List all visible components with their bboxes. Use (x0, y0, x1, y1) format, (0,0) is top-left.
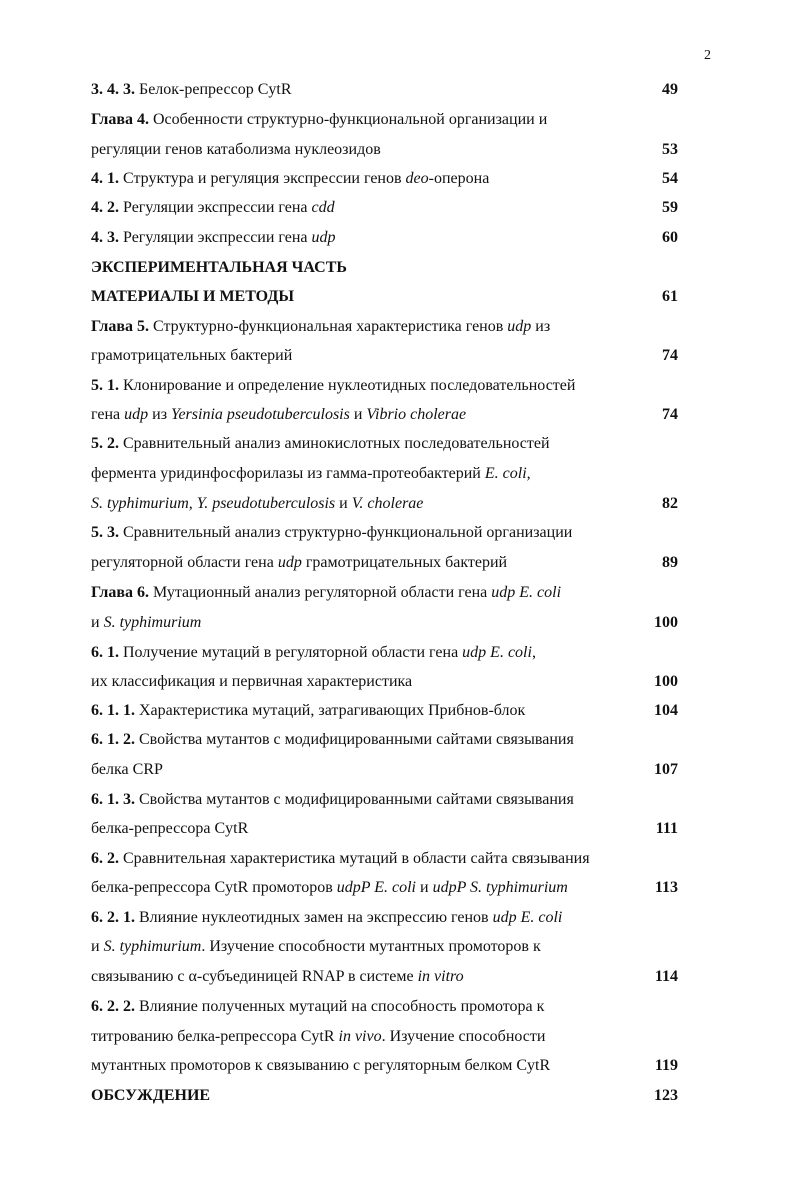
title-text: Сравнительный анализ аминокислотных последовательностей (119, 435, 550, 452)
toc-page-number: 100 (654, 614, 678, 631)
section-number: 5. 1. (91, 377, 119, 394)
toc-page-number: 54 (662, 170, 678, 187)
section-number: 4. 2. (91, 199, 119, 216)
toc-entry-title (91, 906, 562, 930)
toc-entry-title (91, 1054, 550, 1078)
toc-entry (91, 641, 678, 665)
toc-page-number: 107 (654, 761, 678, 778)
toc-entry-title (91, 138, 381, 162)
title-text: и (91, 938, 104, 955)
toc-entry-title (91, 817, 248, 841)
section-number: Глава 6. (91, 584, 149, 601)
title-text: Влияние нуклеотидных замен на экспрессию генов (135, 909, 493, 926)
section-number: МАТЕРИАЛЫ И МЕТОДЫ (91, 288, 295, 305)
title-text: фермента уридинфосфорилазы из гамма-протеобактерий (91, 465, 485, 482)
italic-term: udpP S. typhimurium (432, 879, 568, 896)
toc-page-number: 61 (662, 288, 678, 305)
section-number: ОБСУЖДЕНИЕ (91, 1087, 211, 1104)
title-text: Сравнительный анализ структурно-функциональной организации (119, 524, 573, 541)
toc-entry (91, 906, 678, 930)
toc-entry-title (91, 78, 292, 102)
italic-term: udp E. coli (491, 584, 562, 601)
section-number: 6. 1. 3. (91, 791, 135, 808)
toc-entry (91, 256, 678, 280)
toc-entry-title (91, 315, 550, 339)
section-number: 6. 2. 2. (91, 998, 135, 1015)
title-text: и (416, 879, 433, 896)
toc-entry (91, 462, 678, 486)
italic-term: udp (311, 229, 336, 246)
toc-entry (91, 138, 678, 162)
toc-entry (91, 699, 678, 723)
toc-entry (91, 285, 678, 309)
toc-entry-title (91, 758, 163, 782)
title-text: Влияние полученных мутаций на способность промотора к (135, 998, 545, 1015)
toc-entry (91, 788, 678, 812)
title-text: Белок-репрессор CytR (135, 81, 292, 98)
toc-entry (91, 965, 678, 989)
title-text: Получение мутаций в регуляторной области гена (119, 644, 463, 661)
section-number: 5. 3. (91, 524, 119, 541)
page-number: 2 (704, 48, 711, 63)
section-number: 4. 3. (91, 229, 119, 246)
italic-term: udp (507, 318, 532, 335)
title-text: Регуляции экспрессии гена (119, 229, 312, 246)
title-text: белка CRP (91, 761, 163, 778)
section-number: 6. 2. 1. (91, 909, 135, 926)
section-number: 6. 1. 2. (91, 731, 135, 748)
title-text: Клонирование и определение нуклеотидных последовательностей (119, 377, 576, 394)
toc-page-number: 49 (662, 81, 678, 98)
toc-page-number: 113 (654, 879, 678, 896)
title-text: мутантных промоторов к связыванию с регуляторным белком CytR (91, 1057, 551, 1074)
toc-entry-title (91, 108, 547, 132)
toc-page-number: 119 (654, 1057, 678, 1074)
italic-term: V. cholerae (351, 495, 424, 512)
toc-entry (91, 670, 678, 694)
toc-entry (91, 432, 678, 456)
italic-term: S. typhimurium, Y. pseudotuberculosis (91, 495, 336, 512)
toc-page-number: 59 (662, 199, 678, 216)
toc-page-number: 74 (662, 347, 678, 364)
toc-entry-title (91, 551, 507, 575)
toc-entry (91, 226, 678, 250)
toc-entry-title (91, 492, 423, 516)
title-text: Свойства мутантов с модифицированными сайтами связывания (135, 791, 574, 808)
toc-entry (91, 1025, 678, 1049)
title-text: Свойства мутантов с модифицированными сайтами связывания (135, 731, 574, 748)
toc-page-number: 104 (654, 702, 678, 719)
toc-entry-title (91, 876, 568, 900)
section-number: 6. 1. 1. (91, 702, 135, 719)
title-text: . Изучение способности мутантных промоторов к (201, 938, 541, 955)
italic-term: cdd (311, 199, 335, 216)
toc-entry-title (91, 1084, 210, 1108)
toc-entry (91, 521, 678, 545)
toc-page-number: 82 (662, 495, 678, 512)
title-text: и (349, 406, 367, 423)
toc-entry-title (91, 611, 201, 635)
toc-page-number: 60 (662, 229, 678, 246)
toc-entry (91, 403, 678, 427)
italic-term: S. typhimurium (103, 614, 202, 631)
toc-entry (91, 728, 678, 752)
italic-term: in vitro (417, 968, 464, 985)
italic-term: udpP E. coli (336, 879, 416, 896)
title-text: из (148, 406, 172, 423)
toc-entry (91, 581, 678, 605)
title-text: Структурно-функциональная характеристика генов (149, 318, 508, 335)
title-text: белка-репрессора CytR (91, 820, 249, 837)
toc-entry (91, 876, 678, 900)
toc-entry-title (91, 196, 335, 220)
toc-entry (91, 995, 678, 1019)
title-text: их классификация и первичная характеристика (91, 673, 413, 690)
italic-term: E. coli, (484, 465, 531, 482)
italic-term: udp (277, 554, 302, 571)
toc-page-number: 111 (655, 820, 678, 837)
title-text: Сравнительная характеристика мутаций в области сайта связывания (119, 850, 590, 867)
toc-entry-title (91, 581, 561, 605)
italic-term: Yersinia pseudotuberculosis (171, 406, 350, 423)
title-text: Характеристика мутаций, затрагивающих Прибнов-блок (135, 702, 526, 719)
toc-entry-title (91, 1025, 545, 1049)
title-text: . Изучение способности (381, 1028, 546, 1045)
toc-entry-title (91, 699, 525, 723)
title-text: гена (91, 406, 125, 423)
section-number: 6. 1. (91, 644, 119, 661)
title-text: грамотрицательных бактерий (91, 347, 293, 364)
toc-entry-title (91, 403, 466, 427)
toc-entry (91, 1054, 678, 1078)
italic-term: udp E. coli (462, 644, 532, 661)
toc-entry-title (91, 995, 544, 1019)
italic-term: in vivo (338, 1028, 382, 1045)
toc-entry-title (91, 847, 590, 871)
section-number: 5. 2. (91, 435, 119, 452)
toc-entry-title (91, 462, 531, 486)
toc-page-number: 114 (654, 968, 678, 985)
toc-entry (91, 374, 678, 398)
italic-term: Vibrio cholerae (366, 406, 467, 423)
toc-entry (91, 167, 678, 191)
toc-entry-title (91, 374, 575, 398)
title-text: Структура и регуляция экспрессии генов (119, 170, 406, 187)
toc-entry-title (91, 788, 574, 812)
toc-entry (91, 108, 678, 132)
section-number: Глава 4. (91, 111, 149, 128)
title-text: , (531, 644, 536, 661)
toc-entry (91, 344, 678, 368)
toc-page-number: 100 (654, 673, 678, 690)
italic-term: deo (405, 170, 429, 187)
toc-entry-title (91, 521, 572, 545)
toc-entry (91, 315, 678, 339)
title-text: Регуляции экспрессии гена (119, 199, 312, 216)
toc-entry (91, 935, 678, 959)
title-text: Мутационный анализ регуляторной области гена (149, 584, 492, 601)
toc-entry-title (91, 965, 464, 989)
title-text: белка-репрессора CytR промоторов (91, 879, 337, 896)
toc-entry-title (91, 226, 336, 250)
toc-entry-title (91, 432, 550, 456)
toc-entry (91, 1084, 678, 1108)
section-number: 3. 4. 3. (91, 81, 135, 98)
toc-page-number: 53 (662, 141, 678, 158)
toc-entry (91, 196, 678, 220)
title-text: и (91, 614, 104, 631)
italic-term: udp E. coli (492, 909, 563, 926)
toc-entry-title (91, 167, 489, 191)
section-number: Глава 5. (91, 318, 149, 335)
title-text: из (531, 318, 551, 335)
toc-entry-title (91, 256, 347, 280)
toc-page-number: 89 (662, 554, 678, 571)
toc-entry (91, 758, 678, 782)
title-text: регуляторной области гена (91, 554, 278, 571)
toc-entry (91, 492, 678, 516)
italic-term: udp (124, 406, 149, 423)
title-text: -оперона (428, 170, 490, 187)
toc-page-number: 74 (662, 406, 678, 423)
toc-entry-title (91, 344, 292, 368)
toc-entry-title (91, 728, 574, 752)
toc-page-number: 123 (654, 1087, 678, 1104)
title-text: Особенности структурно-функциональной организации и (149, 111, 548, 128)
toc-entry-title (91, 641, 536, 665)
title-text: связыванию с α-субъединицей RNAP в системе (91, 968, 418, 985)
toc-entry (91, 611, 678, 635)
toc-entry-title (91, 285, 294, 309)
toc-entry (91, 847, 678, 871)
section-number: 6. 2. (91, 850, 119, 867)
toc-entry (91, 551, 678, 575)
toc-entry (91, 78, 678, 102)
italic-term: S. typhimurium (103, 938, 202, 955)
title-text: грамотрицательных бактерий (301, 554, 508, 571)
section-number: 4. 1. (91, 170, 119, 187)
section-number: ЭКСПЕРИМЕНТАЛЬНАЯ ЧАСТЬ (91, 259, 347, 276)
toc-entry-title (91, 670, 412, 694)
toc-entry-title (91, 935, 541, 959)
title-text: и (335, 495, 352, 512)
toc-entry (91, 817, 678, 841)
title-text: регуляции генов катаболизма нуклеозидов (91, 141, 381, 158)
title-text: титрованию белка-репрессора CytR (91, 1028, 339, 1045)
